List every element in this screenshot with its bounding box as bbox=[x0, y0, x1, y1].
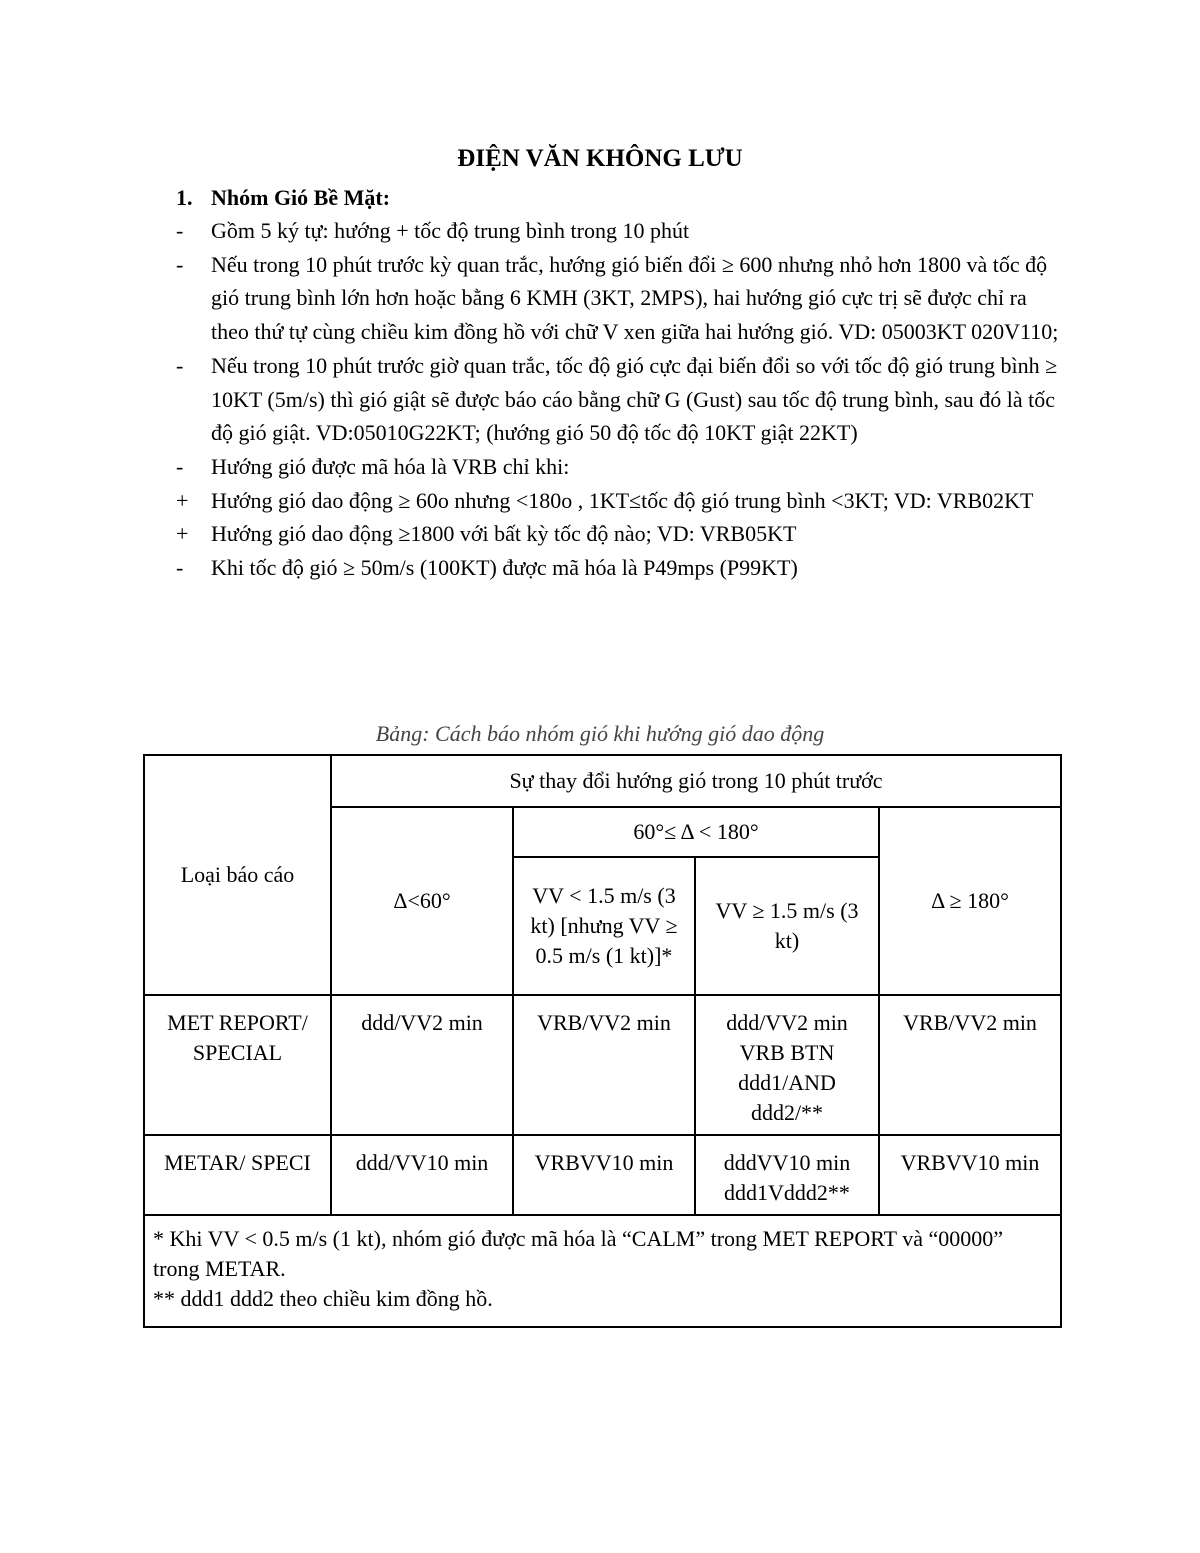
table-row bbox=[144, 995, 1061, 1135]
table-cell: VRB/VV2 min bbox=[879, 995, 1061, 1135]
footnote-clockwise: ** ddd1 ddd2 theo chiều kim đồng hồ. bbox=[153, 1286, 493, 1311]
list-marker: - bbox=[176, 453, 184, 479]
table-notes-row bbox=[144, 1215, 1061, 1327]
table-cell: VRB/VV2 min bbox=[513, 995, 695, 1135]
table-notes bbox=[144, 1215, 1061, 1327]
list-item-text: Nếu trong 10 phút trước giờ quan trắc, tốc độ gió cực đại biến đổi so với tốc độ gió trung bình ≥ 10KT (5m/s) thì gió giật sẽ được báo cáo bằng chữ G (Gust) sau tốc độ trung bình, sau đó là tốc độ gió giật. VD:05010G22KT; (hướng gió 50 độ tốc độ 10KT giật 22KT) bbox=[211, 352, 1058, 446]
report-type-header: Loại báo cáo bbox=[144, 755, 331, 995]
speed-low-subheader: VV < 1.5 m/s (3 kt) [nhưng VV ≥ 0.5 m/s (1 kt)]* bbox=[513, 857, 695, 995]
list-item bbox=[176, 517, 1066, 551]
list-item-text: Nếu trong 10 phút trước kỳ quan trắc, hướng gió biến đổi ≥ 600 nhưng nhỏ hơn 1800 và tốc độ gió trung bình lớn hơn hoặc bằng 6 KMH (3KT, 2MPS), hai hướng gió cực trị sẽ được chỉ ra theo thứ tự cùng chiều kim đồng hồ với chữ V xen giữa hai hướng gió. VD: 05003KT 020V110; bbox=[211, 251, 1059, 345]
section-number: 1. bbox=[176, 185, 193, 210]
speed-high-subheader: VV ≥ 1.5 m/s (3 kt) bbox=[695, 857, 879, 995]
delta-ge-180-header: Δ ≥ 180° bbox=[879, 807, 1061, 995]
list-item-text: Hướng gió được mã hóa là VRB chỉ khi: bbox=[211, 453, 570, 479]
report-type-cell: MET REPORT/ SPECIAL bbox=[144, 995, 331, 1135]
direction-change-header: Sự thay đổi hướng gió trong 10 phút trước bbox=[331, 755, 1061, 807]
list-marker: - bbox=[176, 352, 184, 378]
wind-reporting-table bbox=[143, 754, 1062, 1328]
report-type-cell: METAR/ SPECI bbox=[144, 1135, 331, 1215]
section-title: Nhóm Gió Bề Mặt: bbox=[211, 185, 391, 210]
table-row bbox=[144, 1135, 1061, 1215]
list-item bbox=[176, 484, 1066, 518]
table-caption: Bảng: Cách báo nhóm gió khi hướng gió dao động bbox=[375, 721, 825, 746]
list-item bbox=[176, 214, 1066, 248]
table-cell: dddVV10 min ddd1Vddd2** bbox=[695, 1135, 879, 1215]
list-item bbox=[176, 450, 1066, 484]
table-cell: ddd/VV10 min bbox=[331, 1135, 513, 1215]
list-marker: + bbox=[176, 521, 189, 547]
list-item bbox=[176, 349, 1066, 450]
table-cell: VRBVV10 min bbox=[513, 1135, 695, 1215]
list-marker: - bbox=[176, 251, 184, 277]
table-cell: ddd/VV2 min VRB BTN ddd1/AND ddd2/** bbox=[695, 995, 879, 1135]
table-cell: VRBVV10 min bbox=[879, 1135, 1061, 1215]
list-marker: + bbox=[176, 487, 189, 513]
footnote-calm: * Khi VV < 0.5 m/s (1 kt), nhóm gió được mã hóa là “CALM” trong MET REPORT và “00000” trong METAR. bbox=[153, 1226, 1003, 1281]
delta-60-180-header: 60°≤ Δ < 180° bbox=[513, 807, 879, 857]
surface-wind-rules-list bbox=[176, 214, 1066, 585]
table-header-row bbox=[144, 755, 1061, 807]
document-title: ĐIỆN VĂN KHÔNG LƯU bbox=[457, 145, 743, 172]
section-heading bbox=[176, 182, 390, 214]
delta-lt-60-header: Δ<60° bbox=[331, 807, 513, 995]
list-item-text: Hướng gió dao động ≥ 60o nhưng <180o , 1KT≤tốc độ gió trung bình <3KT; VD: VRB02KT bbox=[211, 487, 1034, 513]
list-item bbox=[176, 248, 1066, 349]
list-item-text: Khi tốc độ gió ≥ 50m/s (100KT) được mã hóa là P49mps (P99KT) bbox=[211, 555, 798, 581]
list-marker: - bbox=[176, 555, 184, 581]
list-marker: - bbox=[176, 218, 184, 243]
list-item-text: Gồm 5 ký tự: hướng + tốc độ trung bình trong 10 phút bbox=[211, 218, 690, 243]
list-item-text: Hướng gió dao động ≥1800 với bất kỳ tốc độ nào; VD: VRB05KT bbox=[211, 521, 797, 547]
table-cell: ddd/VV2 min bbox=[331, 995, 513, 1135]
list-item bbox=[176, 551, 1066, 585]
